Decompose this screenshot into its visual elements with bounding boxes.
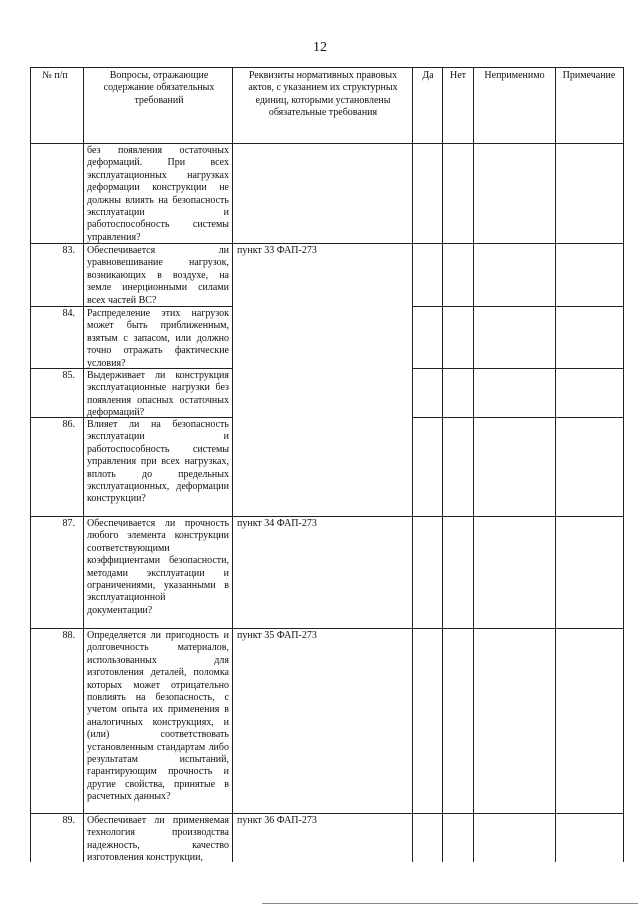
page-number: 12 (313, 40, 327, 55)
row-number: 86. (62, 419, 75, 430)
header-note: Примечание (562, 70, 616, 81)
page-bottom-rule (262, 903, 638, 904)
table-row-line (412, 306, 623, 307)
row-number: 88. (62, 630, 75, 641)
table-row-line (412, 243, 623, 244)
table-column-line (623, 67, 624, 862)
table-row-line (232, 628, 412, 629)
header-requisites: Реквизиты нормативных правовых актов, с указанием их структурных единиц, которыми установлены обязательные требования (248, 70, 398, 119)
table-row-line (232, 516, 412, 517)
requisite-ref: пункт 34 ФАП-273 (237, 518, 317, 529)
table-column-line (30, 67, 31, 862)
question-text: Распределение этих нагрузок может быть приближенным, взятым с запасом, или должно точно отражать фактические условия? (87, 308, 229, 369)
table-row-line (412, 417, 623, 418)
row-number: 84. (62, 308, 75, 319)
table-row-line (30, 67, 623, 68)
table-row-line (412, 516, 623, 517)
table-column-line (232, 67, 233, 862)
header-num: № п/п (42, 70, 68, 81)
requisite-ref: пункт 35 ФАП-273 (237, 630, 317, 641)
table-row-line (30, 813, 232, 814)
question-text: Обеспечивает ли применяемая технология производства надежность, качество изготовления конструкции, (87, 815, 229, 864)
question-text: Влияет ли на безопасность эксплуатации и работоспособность системы управления при всех нагрузках, вплоть до предельных эксплуатационных, деформации конструкции? (87, 419, 229, 505)
table-row-line (232, 813, 412, 814)
row-number: 83. (62, 245, 75, 256)
row-number: 85. (62, 370, 75, 381)
table-column-line (473, 67, 474, 862)
table-column-line (442, 67, 443, 862)
table-column-line (83, 67, 84, 862)
header-not-applicable: Неприменимо (484, 70, 545, 81)
table-row-line (412, 628, 623, 629)
header-yes: Да (422, 70, 434, 81)
table-row-line (30, 516, 232, 517)
requisite-ref: пункт 33 ФАП-273 (237, 245, 317, 256)
header-question: Вопросы, отражающие содержание обязательных требований (103, 70, 215, 106)
row-number: 89. (62, 815, 75, 826)
table-row-line (232, 243, 412, 244)
question-text: Определяется ли пригодность и долговечность материалов, использованных для изготовления деталей, поломка которых может отрицательно повлиять на безопасность, с учетом опыта их применения в аналогичных конструкциях, и (или) соответствовать установленным стандартам либо результатам испытаний, гарантирующим прочность и другие свойства, принятые в расчетных данных? (87, 630, 229, 803)
requisite-ref: пункт 36 ФАП-273 (237, 815, 317, 826)
table-row-line (412, 813, 623, 814)
table-row-line (30, 143, 623, 144)
row-number: 87. (62, 518, 75, 529)
header-no: Нет (449, 70, 467, 81)
question-text: Обеспечивается ли прочность любого элемента конструкции соответствующими коэффициентами безопасности, методами эксплуатации и ограничениями, указанными в эксплуатационной документации? (87, 518, 229, 616)
question-text: Обеспечивается ли уравновешивание нагрузок, возникающих в воздухе, на земле инерционными силами всех частей ВС? (87, 245, 229, 306)
table-column-line (555, 67, 556, 862)
table-row-line (30, 628, 232, 629)
question-text: Выдерживает ли конструкция эксплуатационные нагрузки без появления опасных остаточных деформаций? (87, 370, 229, 419)
table-column-line (412, 67, 413, 862)
table-row-line (412, 368, 623, 369)
question-text: без появления остаточных деформаций. При всех эксплуатационных нагрузках деформации конструкции не должны влиять на безопасность эксплуатации и работоспособность системы управления? (87, 145, 229, 243)
